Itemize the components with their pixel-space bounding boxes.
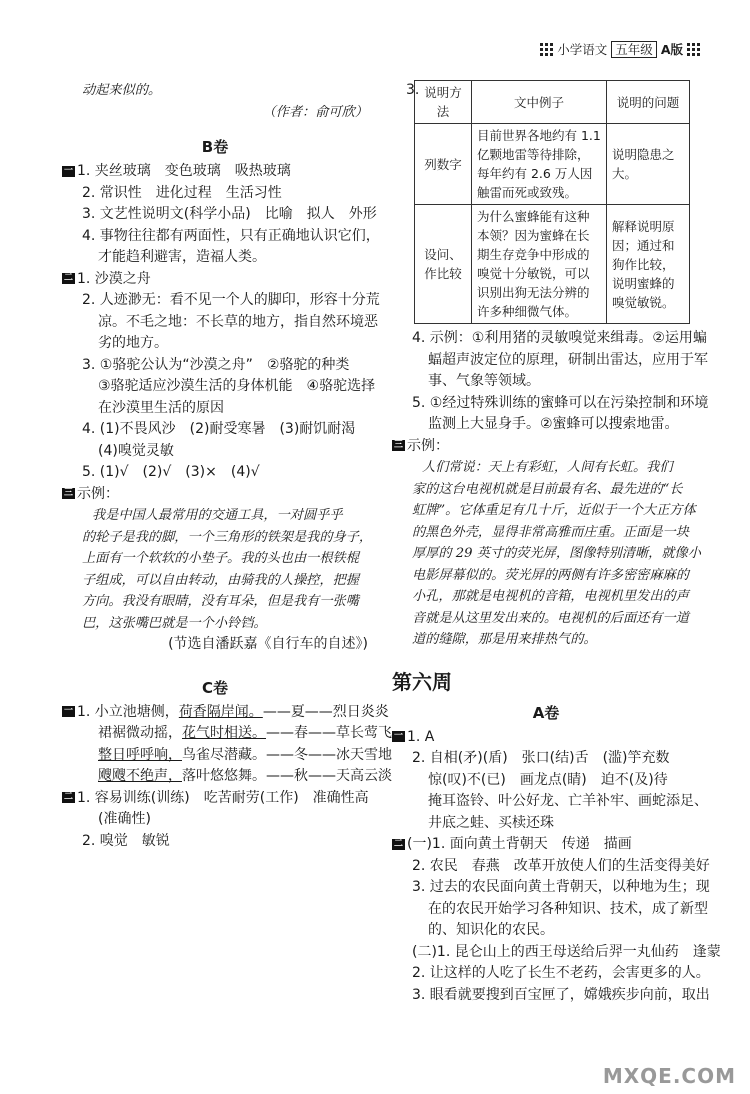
answer-line: ③骆驼适应沙漠生活的身体机能 ④骆驼选择	[98, 378, 376, 394]
poem-text: 鸟雀尽潜藏。——冬——冰天雪地	[182, 746, 392, 763]
essay-line: 厚厚的 29 英寸的荧光屏，图像特别清晰，就像小	[412, 546, 701, 561]
table-cell: 列数字	[415, 124, 472, 205]
essay-line: 小孔，那就是电视机的音箱，电视机里发出的声	[412, 589, 689, 604]
poem-text: ——春——草长莺飞	[266, 725, 392, 741]
essay-line: 子组成，可以自由转动，由骑我的人操控，把握	[82, 572, 359, 588]
table-cell: 设问、作比较	[415, 205, 472, 324]
table-row	[415, 124, 690, 205]
answer-line: 在沙漠里生活的原因	[98, 399, 224, 416]
essay-line: 人们常说：天上有彩虹，人间有长虹。我们	[422, 460, 673, 475]
answer-line: 5. ①经过特殊训练的蜜蜂可以在污染控制和环境	[412, 394, 709, 411]
answer-line: 4. 事物往往都有两面性，只有正确地认识它们，	[82, 227, 380, 244]
essay-line: 方向。我没有眼睛，没有耳朵，但是我有一张嘴	[82, 594, 359, 609]
answer-line: (准确性)	[98, 811, 151, 827]
table-header: 说明的问题	[607, 81, 690, 124]
answer-line: 示例：	[77, 485, 119, 502]
answer-line: 在的农民开始学习各种知识、技术，成了新型	[428, 900, 708, 917]
table-row	[415, 205, 690, 324]
answer-line: 1. A	[407, 728, 435, 745]
table-cell: 为什么蜜蜂能有这种本领？因为蜜蜂在长期生存竞争中形成的嗅觉十分敏锐，可以识别出狗无法分辨的许多种细微气体。	[472, 205, 607, 324]
table-header: 说明方法	[415, 81, 472, 124]
essay-line: 巴，这张嘴巴就是一个小铃铛。	[82, 615, 267, 631]
essay-line: 虹牌”。它体重足有几十斤，近似于一个大正方体	[412, 503, 696, 518]
watermark: MXQE.COM	[602, 1064, 736, 1088]
answer-line: 监测上大显身手。②蜜蜂可以搜索地雷。	[428, 416, 679, 432]
answer-line: 惊(叹)不(已) 画龙点(睛) 迫不(及)待	[428, 771, 668, 788]
right-column	[392, 80, 721, 1006]
section-mark-icon: 一	[393, 731, 403, 741]
answer-line: 2. 人迹渺无：看不见一个人的脚印，形容十分荒	[82, 292, 380, 308]
essay-line: 我是中国人最常用的交通工具，一对圆乎乎	[92, 508, 343, 523]
answer-line: 才能趋利避害，造福人类。	[98, 249, 266, 265]
answer-line: 掩耳盗铃、叶公好龙、亡羊补牢、画蛇添足、	[428, 793, 708, 809]
answer-line: 的、知识化的农民。	[428, 922, 554, 938]
essay-source: (节选自潘跃嘉《自行车的自述》)	[168, 636, 368, 652]
poem-text: 裙裾微动摇，	[98, 725, 182, 741]
answer-line: 事、气象等领域。	[428, 373, 540, 389]
poem-underlined: 飕飕不绝声，	[98, 768, 182, 784]
page-header	[540, 40, 700, 58]
table-header-row	[415, 81, 690, 124]
answer-line: 1. 夹丝玻璃 变色玻璃 吸热玻璃	[77, 163, 291, 179]
section-mark-icon: 三	[63, 488, 73, 498]
answer-line: 示例：	[407, 437, 449, 454]
answer-line: 4. (1)不畏风沙 (2)耐受寒暑 (3)耐饥耐渴	[82, 421, 356, 437]
essay-line: 上面有一个软软的小垫子。我的头也由一根铁棍	[82, 551, 359, 566]
answer-line: 1. 容易训练(训练) 吃苦耐劳(工作) 准确性高	[77, 789, 369, 806]
header-subject: 小学语文	[557, 42, 608, 57]
answer-line: 凉。不毛之地：不长草的地方，指自然环境恶	[98, 313, 378, 330]
answer-line: 3. ①骆驼公认为“沙漠之舟” ②骆驼的种类	[82, 356, 350, 373]
answer-line: 2. 让这样的人吃了长生不老药，会害更多的人。	[412, 965, 710, 981]
section-title-a: A卷	[532, 703, 560, 722]
answer-line: 2. 嗅觉 敏锐	[82, 832, 170, 849]
essay-line: 家的这台电视机就是目前最有名、最先进的“长	[412, 481, 683, 497]
dots-icon	[540, 43, 553, 56]
essay-line: 音就是从这里发出来的。电视机的后面还有一道	[412, 610, 689, 626]
explanation-table	[414, 80, 690, 324]
poem-text: 落叶悠悠舞。——秋——天高云淡	[182, 768, 392, 784]
answer-line: 井底之蛙、买椟还珠	[428, 814, 554, 831]
answer-line: 蝠超声波定位的原理，研制出雷达，应用于军	[428, 351, 708, 368]
answer-line: 2. 自相(矛)(盾) 张口(结)舌 (滥)竽充数	[412, 750, 670, 766]
essay-line: 电影屏幕似的。荧光屏的两侧有许多密密麻麻的	[412, 567, 689, 583]
poem-underlined: 整日呼呼响，	[98, 746, 182, 763]
section-mark-icon: 三	[393, 440, 403, 450]
answer-line: 劣的地方。	[98, 335, 168, 351]
table-cell: 解释说明原因；通过和狗作比较，说明蜜蜂的嗅觉敏锐。	[607, 205, 690, 324]
poem-text: ——夏——烈日炎炎	[262, 703, 389, 720]
answer-line: 3. 文艺性说明文(科学小品) 比喻 拟人 外形	[82, 206, 377, 222]
essay-line: 的黑色外壳，显得非常高雅而庄重。正面是一块	[412, 524, 689, 540]
text-line: 动起来似的。	[82, 83, 162, 98]
answer-line: 5. (1)√ (2)√ (3)× (4)√	[82, 464, 260, 480]
answer-line: 1. 沙漠之舟	[77, 270, 151, 287]
table-cell: 说明隐患之大。	[607, 124, 690, 205]
answer-line: 3. 过去的农民面向黄土背朝天，以种地为生；现	[412, 879, 710, 895]
author-line: （作者：俞可欣）	[262, 104, 368, 120]
poem-underlined: 花气时相送。	[182, 725, 266, 741]
poem-underlined: 荷香隔岸闻。	[178, 703, 263, 720]
essay-line: 道的缝隙，那是用来排热气的。	[412, 632, 597, 647]
section-mark-icon: 二	[393, 838, 403, 849]
essay-line: 的轮子是我的脚，一个三角形的铁架是我的身子，	[82, 529, 373, 545]
table-cell: 目前世界各地约有 1.1 亿颗地雷等待排除，每年约有 2.6 万人因触雷而死或致残。	[472, 124, 607, 205]
left-column	[62, 80, 392, 852]
answer-line: 3. 眼看就要搜到百宝匣了，嫦娥疾步向前，取出	[412, 986, 710, 1003]
poem-text: 1. 小立池塘侧，	[77, 703, 179, 720]
answer-line: 2. 农民 春燕 改革开放使人们的生活变得美好	[412, 857, 710, 874]
answer-line: (4)嗅觉灵敏	[98, 442, 174, 459]
dots-icon	[687, 43, 700, 56]
section-mark-icon: 一	[63, 165, 73, 176]
week-title: 第六周	[392, 669, 452, 694]
section-mark-icon: 一	[63, 706, 73, 716]
header-edition: A版	[660, 42, 683, 57]
answer-line: (一)1. 面向黄土背朝天 传递 描画	[407, 836, 632, 852]
answer-line: (二)1. 昆仑山上的西王母送给后羿一丸仙药 逢蒙	[412, 943, 721, 960]
section-mark-icon: 二	[63, 792, 73, 802]
section-mark-icon: 二	[63, 273, 73, 283]
section-title-b: B卷	[201, 138, 229, 156]
answer-line: 4. 示例：①利用猪的灵敏嗅觉来缉毒。②运用蝙	[412, 330, 707, 346]
table-number: 3.	[406, 82, 420, 98]
answer-line: 2. 常识性 进化过程 生活习性	[82, 184, 282, 201]
section-title-c: C卷	[201, 678, 228, 697]
table-header: 文中例子	[472, 81, 607, 124]
header-grade: 五年级	[611, 41, 657, 58]
